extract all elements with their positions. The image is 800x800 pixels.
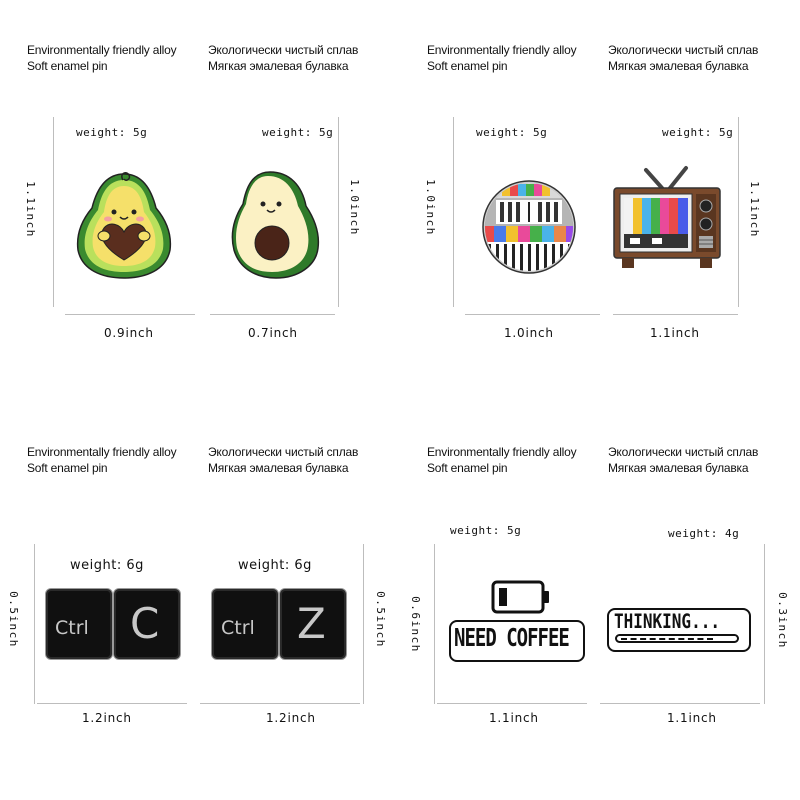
weight-label: weight: 4g: [668, 527, 740, 540]
need-coffee-pin-image: [447, 580, 583, 664]
weight-label: weight: 5g: [476, 126, 548, 139]
left-dimension-line: [53, 117, 54, 307]
header-english: Environmentally friendly alloy Soft enamel pin: [27, 445, 177, 475]
height-label: 1.0inch: [423, 179, 437, 236]
test-pattern-pin-image: [482, 180, 576, 274]
weight-label: weight: 6g: [70, 558, 144, 573]
ctrl-key: Ctrl: [211, 588, 279, 660]
header-russian: Экологически чистый сплав Мягкая эмалевая булавка: [608, 445, 759, 475]
header-english: Environmentally friendly alloy Soft enamel pin: [27, 43, 177, 73]
width-line-right: [200, 703, 360, 704]
height-label: 1.1inch: [747, 181, 761, 238]
ctrl-z-pin-image: [211, 588, 347, 660]
z-key: Z: [279, 588, 347, 660]
right-dimension-line: [738, 117, 739, 307]
weight-label: weight: 5g: [76, 126, 148, 139]
retro-tv-pin-image: [612, 166, 724, 270]
right-dimension-line: [363, 544, 364, 704]
width-label: 1.2inch: [82, 711, 132, 725]
height-label: 1.1inch: [23, 181, 37, 238]
ctrl-c-pin-image: [45, 588, 181, 660]
panel-tv-pins: [400, 0, 800, 400]
width-line-left: [37, 703, 187, 704]
width-line-right: [210, 314, 335, 315]
right-dimension-line: [338, 117, 339, 307]
ctrl-key: Ctrl: [45, 588, 113, 660]
width-line-right: [600, 703, 760, 704]
avocado-heart-pin-image: [74, 170, 174, 280]
width-line-left: [65, 314, 195, 315]
low-battery-icon: [491, 580, 551, 614]
width-label: 0.7inch: [248, 326, 298, 340]
weight-label: weight: 5g: [662, 126, 734, 139]
need-coffee-frame: NEED COFFEE: [449, 620, 585, 662]
width-label: 1.0inch: [504, 326, 554, 340]
panel-keyboard-pins: [0, 400, 400, 800]
height-label: 1.0inch: [347, 179, 361, 236]
width-label: 0.9inch: [104, 326, 154, 340]
left-dimension-line: [453, 117, 454, 307]
header-russian: Экологически чистый сплав Мягкая эмалевая булавка: [608, 43, 759, 73]
header-russian: Экологически чистый сплав Мягкая эмалевая булавка: [208, 43, 359, 73]
panel-avocado-pins: [0, 0, 400, 400]
weight-label: weight: 6g: [238, 558, 312, 573]
width-line-left: [465, 314, 600, 315]
c-key: C: [113, 588, 181, 660]
width-line-right: [613, 314, 738, 315]
progress-bar: [615, 634, 739, 643]
width-label: 1.2inch: [266, 711, 316, 725]
height-label: 0.5inch: [373, 591, 387, 648]
width-line-left: [437, 703, 587, 704]
thinking-pin-image: THINKING...: [607, 608, 751, 652]
weight-label: weight: 5g: [450, 524, 522, 537]
left-dimension-line: [434, 544, 435, 704]
height-label: 0.6inch: [408, 596, 422, 653]
header-russian: Экологически чистый сплав Мягкая эмалевая булавка: [208, 445, 359, 475]
header-english: Environmentally friendly alloy Soft enamel pin: [427, 43, 577, 73]
right-dimension-line: [764, 544, 765, 704]
height-label: 0.5inch: [6, 591, 20, 648]
weight-label: weight: 5g: [262, 126, 334, 139]
left-dimension-line: [34, 544, 35, 704]
width-label: 1.1inch: [489, 711, 539, 725]
avocado-half-pin-image: [228, 168, 323, 283]
header-english: Environmentally friendly alloy Soft enamel pin: [427, 445, 577, 475]
height-label: 0.3inch: [775, 592, 789, 649]
width-label: 1.1inch: [667, 711, 717, 725]
width-label: 1.1inch: [650, 326, 700, 340]
panel-text-pins: [400, 400, 800, 800]
